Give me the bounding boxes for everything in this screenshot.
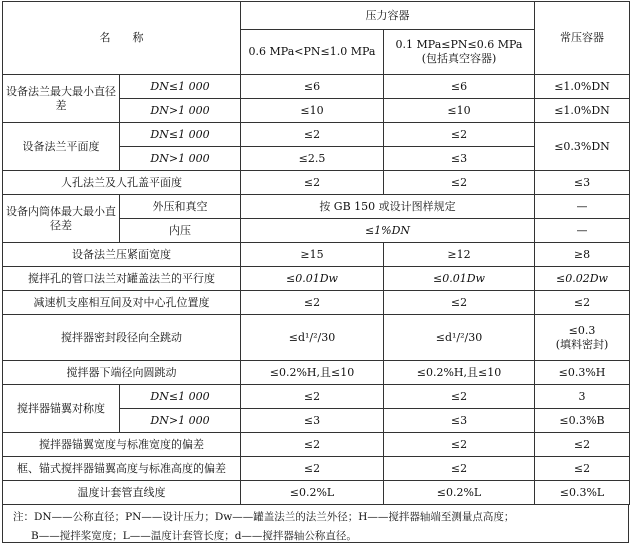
row-reducer-position-v3: ≤2 <box>535 291 630 315</box>
row-nozzle-parallel-v2: ≤0.01Dw <box>384 267 535 291</box>
row-nozzle-parallel-v1: ≤0.01Dw <box>241 267 384 291</box>
row-reducer-position-v1: ≤2 <box>241 291 384 315</box>
row-reducer-position-label: 减速机支座相互间及对中心孔位置度 <box>3 291 241 315</box>
note-line1: 注：DN——公称直径；PN——设计压力；Dw——罐盖法兰的法兰外径；H——搅拌器轴端至测量点高度； <box>13 511 515 523</box>
row-seal-runout-v2: ≤d¹/²/30 <box>384 315 535 361</box>
row-anchor-symmetry-sub1-v2: ≤2 <box>384 385 535 409</box>
row-lower-runout-v2: ≤0.2%H,且≤10 <box>384 361 535 385</box>
header-pressure-vessel: 压力容器 <box>241 2 535 30</box>
row-cylinder-sub2-v3: — <box>535 219 630 243</box>
row-flange-flat-sub2: DN>1 000 <box>120 147 241 171</box>
row-flange-flat-sub2-v2: ≤3 <box>384 147 535 171</box>
row-flange-diff-sub2-v2: ≤10 <box>384 99 535 123</box>
row-flange-diff-label: 设备法兰最大最小直径差 <box>3 75 120 123</box>
row-lower-runout-label: 搅拌器下端径向圆跳动 <box>3 361 241 385</box>
row-sealing-width-v3: ≥8 <box>535 243 630 267</box>
table-note <box>2 505 629 543</box>
row-anchor-symmetry-sub1: DN≤1 000 <box>120 385 241 409</box>
row-flange-diff-sub1-v3: ≤1.0%DN <box>535 75 630 99</box>
row-anchor-symmetry-label: 搅拌器锚翼对称度 <box>3 385 120 433</box>
row-flange-flat-label: 设备法兰平面度 <box>3 123 120 171</box>
row-seal-runout-v3-line1: ≤0.3 <box>568 323 596 337</box>
row-flange-flat-sub1: DN≤1 000 <box>120 123 241 147</box>
row-thermo-tube-v3: ≤0.3%L <box>535 481 630 505</box>
row-flange-diff-sub2: DN>1 000 <box>120 99 241 123</box>
header-atmospheric-vessel: 常压容器 <box>535 2 630 75</box>
row-flange-flat-sub2-v1: ≤2.5 <box>241 147 384 171</box>
row-flange-diff-sub1: DN≤1 000 <box>120 75 241 99</box>
header-name: 名 称 <box>3 2 241 75</box>
row-anchor-symmetry-sub2-v2: ≤3 <box>384 409 535 433</box>
spec-table-wrapper <box>2 1 629 543</box>
row-reducer-position-v2: ≤2 <box>384 291 535 315</box>
header-range2-line1: 0.1 MPa≤PN≤0.6 MPa <box>395 38 523 51</box>
row-thermo-tube-v2: ≤0.2%L <box>384 481 535 505</box>
row-paddle-width-v3: ≤2 <box>535 433 630 457</box>
row-flange-diff-sub1-v1: ≤6 <box>241 75 384 99</box>
row-manhole-v1: ≤2 <box>241 171 384 195</box>
row-frame-height-v2: ≤2 <box>384 457 535 481</box>
row-flange-flat-v3: ≤0.3%DN <box>535 123 630 171</box>
row-sealing-width-v1: ≥15 <box>241 243 384 267</box>
row-nozzle-parallel-label: 搅拌孔的管口法兰对罐盖法兰的平行度 <box>3 267 241 291</box>
row-manhole-v2: ≤2 <box>384 171 535 195</box>
row-frame-height-label: 框、锚式搅拌器锚翼高度与标准高度的偏差 <box>3 457 241 481</box>
row-anchor-symmetry-sub2-v1: ≤3 <box>241 409 384 433</box>
row-cylinder-sub1-v: 按 GB 150 或设计图样规定 <box>241 195 535 219</box>
row-paddle-width-label: 搅拌器锚翼宽度与标准宽度的偏差 <box>3 433 241 457</box>
row-seal-runout-v3 <box>535 315 630 361</box>
row-paddle-width-v2: ≤2 <box>384 433 535 457</box>
row-cylinder-label: 设备内筒体最大最小直径差 <box>3 195 120 243</box>
row-flange-flat-sub1-v2: ≤2 <box>384 123 535 147</box>
row-flange-flat-sub1-v1: ≤2 <box>241 123 384 147</box>
row-frame-height-v3: ≤2 <box>535 457 630 481</box>
note-line2: B——搅拌桨宽度；L——温度计套管长度；d——搅拌器轴公称直径。 <box>31 530 357 542</box>
header-range2-line2: (包括真空容器) <box>421 52 497 65</box>
row-manhole-v3: ≤3 <box>535 171 630 195</box>
row-seal-runout-v1: ≤d¹/²/30 <box>241 315 384 361</box>
row-cylinder-sub2: 内压 <box>120 219 241 243</box>
row-seal-runout-label: 搅拌器密封段径向全跳动 <box>3 315 241 361</box>
row-nozzle-parallel-v3: ≤0.02Dw <box>535 267 630 291</box>
row-flange-diff-sub1-v2: ≤6 <box>384 75 535 99</box>
tolerance-table <box>2 1 630 505</box>
row-cylinder-sub2-v: ≤1%DN <box>241 219 535 243</box>
row-thermo-tube-label: 温度计套管直线度 <box>3 481 241 505</box>
row-cylinder-sub1: 外压和真空 <box>120 195 241 219</box>
row-anchor-symmetry-sub1-v1: ≤2 <box>241 385 384 409</box>
header-range2 <box>384 30 535 75</box>
row-sealing-width-label: 设备法兰压紧面宽度 <box>3 243 241 267</box>
header-range1: 0.6 MPa<PN≤1.0 MPa <box>241 30 384 75</box>
row-frame-height-v1: ≤2 <box>241 457 384 481</box>
row-manhole-label: 人孔法兰及人孔盖平面度 <box>3 171 241 195</box>
row-thermo-tube-v1: ≤0.2%L <box>241 481 384 505</box>
row-flange-diff-sub2-v1: ≤10 <box>241 99 384 123</box>
row-anchor-symmetry-sub1-v3: 3 <box>535 385 630 409</box>
row-sealing-width-v2: ≥12 <box>384 243 535 267</box>
row-paddle-width-v1: ≤2 <box>241 433 384 457</box>
row-cylinder-sub1-v3: — <box>535 195 630 219</box>
row-flange-diff-sub2-v3: ≤1.0%DN <box>535 99 630 123</box>
row-seal-runout-v3-line2: (填料密封) <box>555 337 609 351</box>
row-lower-runout-v1: ≤0.2%H,且≤10 <box>241 361 384 385</box>
row-anchor-symmetry-sub2-v3: ≤0.3%B <box>535 409 630 433</box>
row-lower-runout-v3: ≤0.3%H <box>535 361 630 385</box>
row-anchor-symmetry-sub2: DN>1 000 <box>120 409 241 433</box>
